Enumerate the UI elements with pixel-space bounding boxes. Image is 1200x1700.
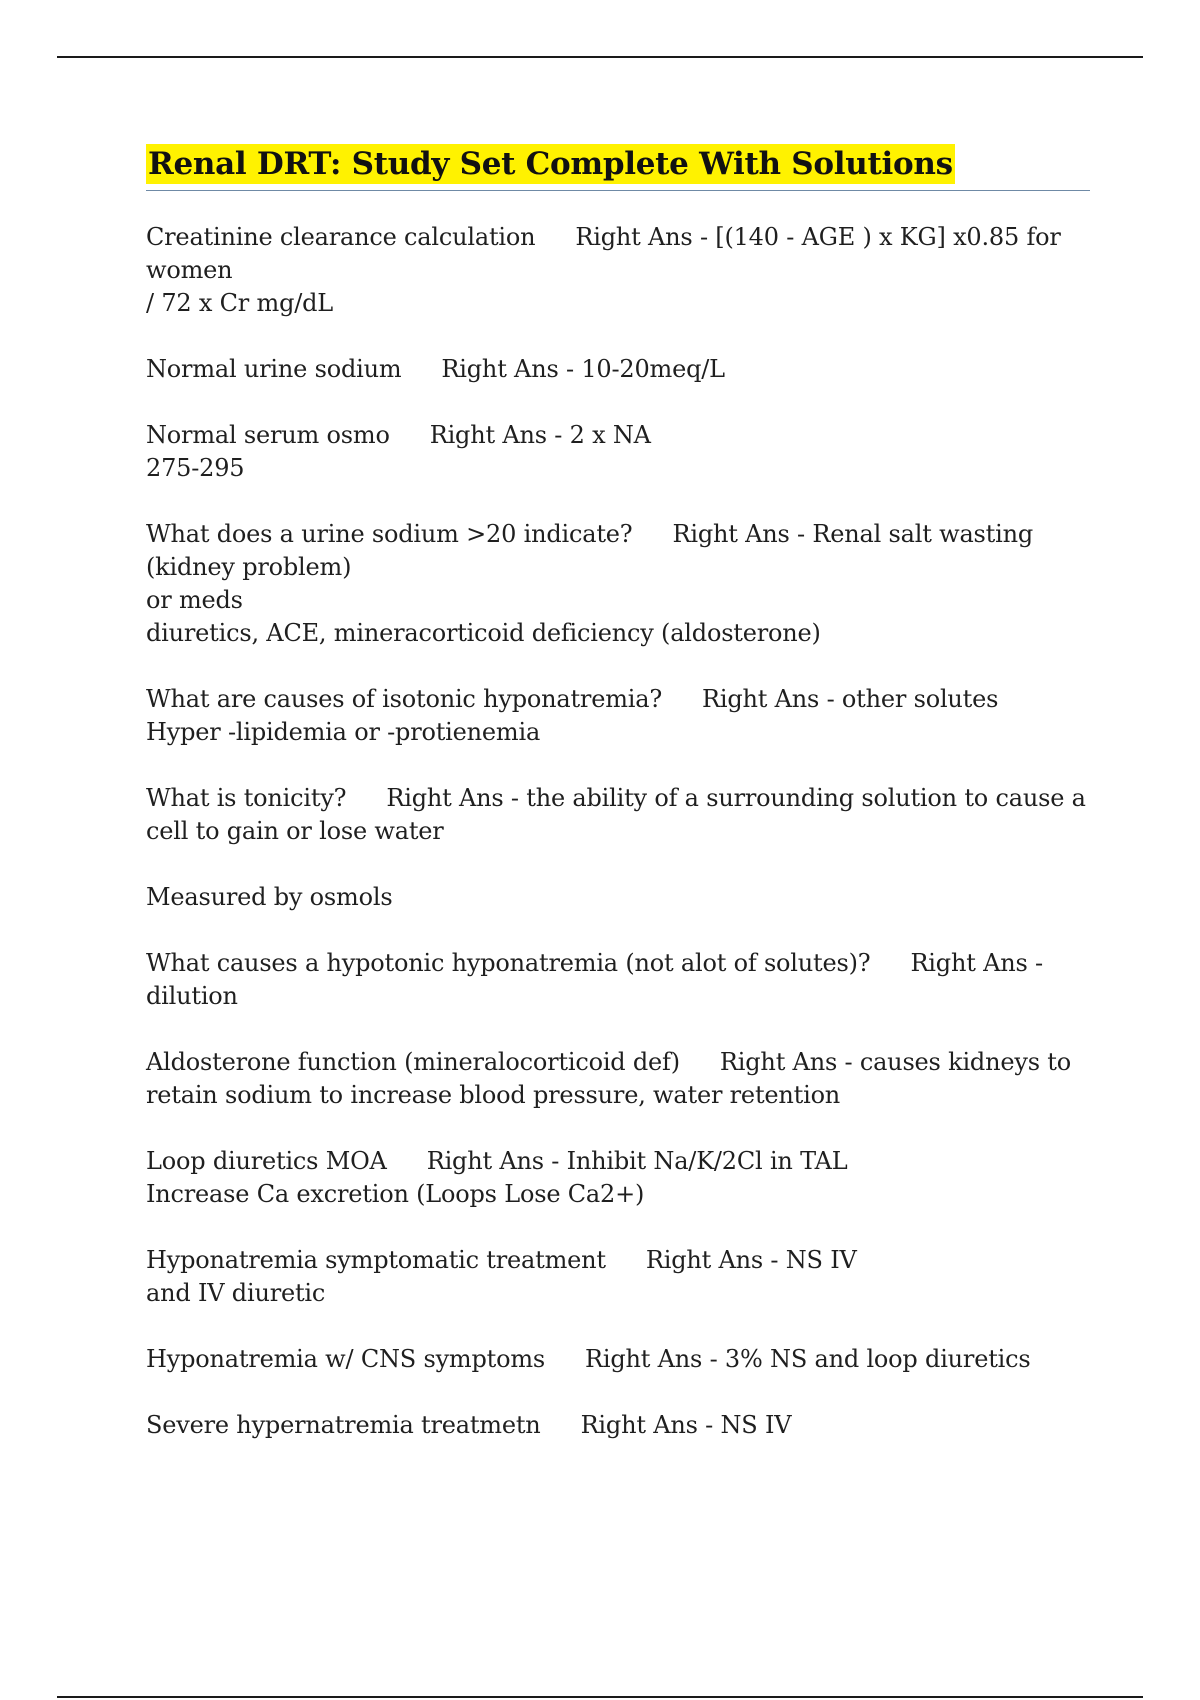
- qa-answer: Right Ans - NS IV: [645, 1246, 857, 1274]
- qa-extra-line: 275-295: [146, 454, 245, 482]
- qa-answer: Right Ans - 10-20meq/L: [441, 355, 725, 383]
- page-bottom-rule: [57, 1696, 1143, 1698]
- qa-answer: Right Ans - the ability of a surrounding solution to cause a cell to gain or lose water: [146, 784, 1086, 845]
- qa-answer: Right Ans - 2 x NA: [429, 421, 651, 449]
- qa-item: [146, 683, 1090, 749]
- qa-question: Aldosterone function (mineralocorticoid def): [146, 1048, 680, 1076]
- qa-item: [146, 881, 1090, 914]
- qa-item: [146, 782, 1090, 848]
- qa-answer: Right Ans - [(140 - AGE ) x KG] x0.85 for women: [146, 223, 1061, 284]
- qa-question: What are causes of isotonic hyponatremia?: [146, 685, 663, 713]
- qa-question: What is tonicity?: [146, 784, 347, 812]
- qa-extra-line: Measured by osmols: [146, 883, 393, 911]
- qa-answer: Right Ans - NS IV: [580, 1411, 792, 1439]
- qa-extra-line: or meds: [146, 586, 243, 614]
- document-body: [146, 144, 1090, 1475]
- qa-item: [146, 221, 1090, 320]
- qa-question: Hyponatremia symptomatic treatment: [146, 1246, 606, 1274]
- qa-item: [146, 518, 1090, 650]
- document-title: Renal DRT: Study Set Complete With Solutions: [148, 146, 953, 182]
- qa-item: [146, 1409, 1090, 1442]
- qa-question: Creatinine clearance calculation: [146, 223, 536, 251]
- qa-item: [146, 419, 1090, 485]
- qa-question: Severe hypernatremia treatmetn: [146, 1411, 541, 1439]
- qa-item: [146, 1244, 1090, 1310]
- qa-answer: Right Ans - dilution: [146, 949, 1043, 1010]
- qa-extra-line: / 72 x Cr mg/dL: [146, 289, 334, 317]
- title-block: [146, 144, 1090, 191]
- qa-item: [146, 1145, 1090, 1211]
- qa-answer: Right Ans - 3% NS and loop diuretics: [585, 1345, 1031, 1373]
- qa-item: [146, 1343, 1090, 1376]
- qa-item: [146, 947, 1090, 1013]
- qa-extra-line: and IV diuretic: [146, 1279, 326, 1307]
- qa-question: Loop diuretics MOA: [146, 1147, 387, 1175]
- qa-extra-line: diuretics, ACE, mineracorticoid deficiency (aldosterone): [146, 619, 821, 647]
- qa-item: [146, 1046, 1090, 1112]
- qa-question: Normal urine sodium: [146, 355, 402, 383]
- qa-answer: Right Ans - other solutes: [702, 685, 999, 713]
- qa-extra-line: Hyper -lipidemia or -protienemia: [146, 718, 541, 746]
- qa-question: Normal serum osmo: [146, 421, 390, 449]
- qa-question: Hyponatremia w/ CNS symptoms: [146, 1345, 546, 1373]
- qa-answer: Right Ans - Renal salt wasting (kidney problem): [146, 520, 1034, 581]
- page-top-rule: [57, 56, 1143, 58]
- qa-question: What causes a hypotonic hyponatremia (not alot of solutes)?: [146, 949, 871, 977]
- qa-extra-line: Increase Ca excretion (Loops Lose Ca2+): [146, 1180, 645, 1208]
- qa-answer: Right Ans - causes kidneys to retain sodium to increase blood pressure, water retention: [146, 1048, 1071, 1109]
- qa-answer: Right Ans - Inhibit Na/K/2Cl in TAL: [426, 1147, 848, 1175]
- qa-question: What does a urine sodium >20 indicate?: [146, 520, 633, 548]
- qa-item: [146, 353, 1090, 386]
